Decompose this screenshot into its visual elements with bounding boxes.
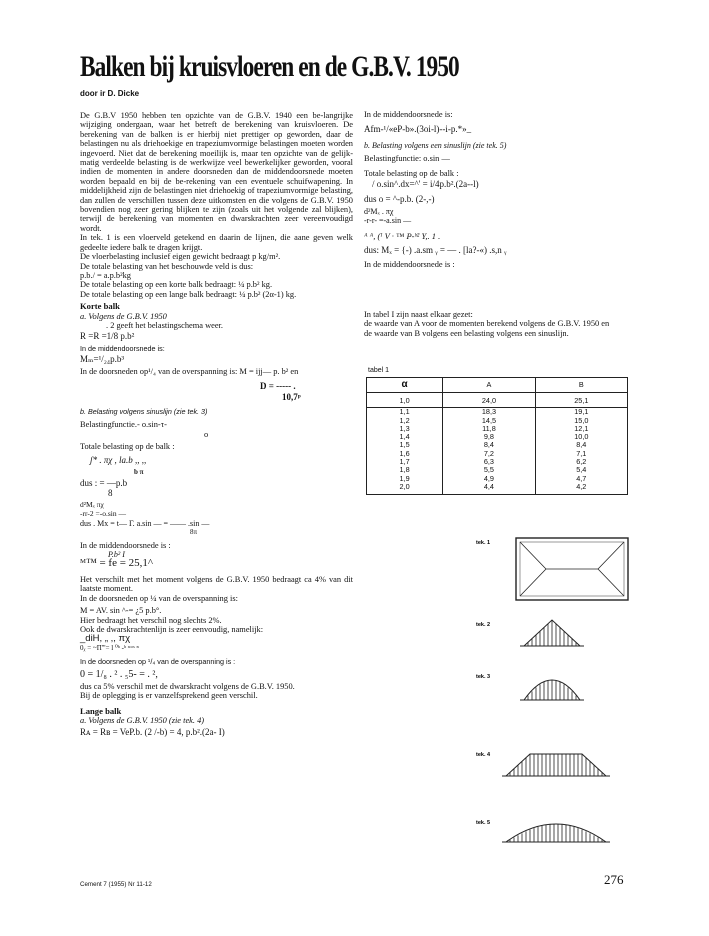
table-cell: 1,5 [367, 441, 443, 449]
paragraph: de waarde van A voor de momenten berekend volgens de G.B.V. 1950 en [364, 319, 610, 329]
paragraph: De totale belasting op een lange balk bedraagt: ¼ p.b² (2α-1) kg. [80, 289, 297, 299]
table-cell: 7,2 [443, 450, 535, 458]
figure-label: tek. 1 [476, 540, 491, 546]
table-cell: 4,4 [443, 483, 535, 495]
equation: ʃ* . πχ , la.b ,, ,, [90, 455, 147, 466]
left-column [80, 111, 353, 739]
equation: / o.sin^.dx=^' = i/4p.b².(2a--l) [372, 179, 479, 190]
table-cell: 12,1 [535, 425, 627, 433]
equation: 0ᵪ = ~Π'''= l ⁰ᵇ -ᵇ ˢᶜᵒˢ ⁿ [80, 643, 139, 652]
table-body [367, 393, 628, 495]
figure-tek-1 [476, 538, 628, 600]
paragraph: p.b./ = a.p.b²kg [80, 270, 131, 280]
table-row [367, 393, 628, 408]
paragraph: M = AV. sin ^-= ¿5 p.b°. [80, 606, 162, 616]
column-header: A [443, 378, 535, 393]
paragraph: Ook de dwarskrachtenlijn is zeer eenvoudig, namelijk: [80, 624, 264, 634]
paragraph: In de middendoorsnede is: [80, 343, 165, 353]
figure-label: tek. 2 [476, 622, 491, 628]
equation: 8 [108, 487, 113, 498]
table-cell: 1,2 [367, 417, 443, 425]
paragraph: In tabel I zijn naast elkaar gezet: [364, 309, 473, 319]
figure-tek-5 [476, 820, 610, 842]
paragraph: Totale belasting op de balk : [364, 168, 459, 178]
table-cell: 18,3 [443, 408, 535, 417]
equation: _diH, „ ,, πχ [80, 633, 131, 645]
equation: dus : = —p.b [80, 478, 128, 489]
section-heading-korte-balk: Korte balk [80, 301, 120, 312]
page-number: 276 [604, 872, 624, 887]
column-header: α [367, 378, 443, 393]
equation: 0 = 1/₈ . ² . ₅5- = . ², [80, 668, 158, 680]
paragraph: De totale belasting van het beschouwde veld is dus: [80, 261, 254, 271]
equation: d²Mₓ . πχ [364, 206, 394, 216]
equation: dus: Mₓ = {-) .a.sm ᵧ = — . [la?-«) .s,n ᵧ [364, 245, 507, 256]
author-line: door ir D. Dicke [80, 89, 140, 98]
paragraph: In de doorsneden op¹/₄ van de overspanning is: M = ijj— p. b² en [80, 366, 299, 376]
equation: d²Mₓ πχ [80, 500, 104, 510]
table-cell: 9,8 [443, 433, 535, 441]
table-cell: 1,7 [367, 458, 443, 466]
equation: dus . Mx = t— Γ. a.sin — = —— .sin — [80, 518, 210, 528]
equation: P.b² I [108, 550, 125, 560]
subsection-label: b. Belasting volgens een sinuslijn (zie tek. 5) [364, 140, 507, 150]
equation: Mₘ=¹/₂₄p.b³ [80, 354, 125, 365]
table-cell: 25,1 [535, 393, 627, 408]
paragraph: De totale belasting op een korte balk bedraagt: ¼ p.b² kg. [80, 280, 273, 290]
table-cell: 14,5 [443, 417, 535, 425]
equation: o [204, 429, 209, 439]
equation: -rr-2 =-o.sin — [80, 509, 126, 519]
intro-paragraph: De G.B.V 1950 hebben ten opzichte van de G.B.V. 1940 een be-langrijke wijziging ondergaan, waar het betreft de berekening van kruisvloeren. De berekening van de balken is er hierbij niet prettiger op geworden, daar de belastingen nu als driehoekige en trapeziumvormige belastingen moeten worden ingevoerd. Niet dat de berekening moeilijk is, maar ten opzichte van de gelijk-matig verdeelde belasting is de werkwijze veel bewerkelijker geworden, vooral indien de momenten in andere doorsneden dan de middendoorsnede moeten worden bepaald en bij de be-rekening van een eventuele schuifwapening. In middelijkheid zijn de belastingen niet driehoekig of trapeziumvormige belasting, dan zullen de verschillen tussen deze uitkomsten en die volgens de G.B.V. 1950 bovendien nog zeer gering blijken te zijn (zoals uit het volgende zal blijken), terwijl de berekening van momenten en dwarskrachten zeer vereenvoudigd wordt. [80, 111, 353, 233]
paragraph: . 2 geeft het belastingschema weer. [106, 320, 223, 330]
paragraph: Totale belasting op de balk : [80, 442, 175, 451]
journal-footer: Cement 7 (1955) Nr 11-12 [80, 881, 152, 888]
table-cell: 10,0 [535, 433, 627, 441]
equation: 10,7ᵖ [282, 392, 301, 403]
figure-label: tek. 4 [476, 752, 491, 758]
paragraph: Belastingfunctie: o.sin — [364, 154, 450, 164]
subsection-label: a. Volgens de G.B.V. 1950 (zie tek. 4) [80, 716, 205, 726]
subsection-label: b. Belasting volgens sinuslijn (zie tek. 3) [80, 406, 208, 416]
table-cell: 5,5 [443, 466, 535, 474]
paragraph: In de middendoorsnede is: [364, 110, 453, 119]
equation: D = ----- . [260, 380, 296, 391]
table-cell: 1,1 [367, 408, 443, 417]
table-cell: 1,6 [367, 450, 443, 458]
equation: ᴬ ᴬ, (ᴵ V · ™ P-ᵇ² Y,. 1 . [364, 230, 441, 241]
table-cell: 1,0 [367, 393, 443, 408]
paragraph: In de doorsneden op ¹/₄ van de overspanning is : [80, 657, 236, 667]
table-row [367, 483, 628, 495]
equation: Afm-¹/«eP-b».(3oi-l)--i-p.*»_ [364, 124, 472, 135]
paragraph: Belastingfunctie.- o.sin-τ- [80, 420, 167, 430]
table-cell: 19,1 [535, 408, 627, 417]
figure-label: tek. 5 [476, 820, 491, 826]
table-cell: 2,0 [367, 483, 443, 495]
table-cell: 11,8 [443, 425, 535, 433]
figure-panel [464, 530, 644, 850]
table-cell: 4,7 [535, 475, 627, 483]
figure-tek-2 [476, 620, 584, 646]
table-cell: 1,8 [367, 466, 443, 474]
paragraph: dus ca 5% verschil met de dwarskracht volgens de G.B.V. 1950. [80, 681, 295, 691]
table-cell: 1,9 [367, 475, 443, 483]
table-cell: 15,0 [535, 417, 627, 425]
article-title: Balken bij kruisvloeren en de G.B.V. 1950 [80, 50, 459, 83]
table-cell: 8,4 [443, 441, 535, 449]
table-cell: 1,3 [367, 425, 443, 433]
paragraph: In de doorsneden op ¼ van de overspanning is: [80, 593, 238, 603]
equation: R =R =1/8 p.b² [80, 331, 135, 342]
data-table [366, 377, 628, 495]
paragraph: de waarde van B volgens een belasting volgens een sinuslijn. [364, 328, 569, 338]
table-cell: 4,2 [535, 483, 627, 495]
paragraph: Hier bedraagt het verschil nog slechts 2%. [80, 615, 222, 625]
table-cell: 6,2 [535, 458, 627, 466]
table-cell: 7,1 [535, 450, 627, 458]
figure-label: tek. 3 [476, 674, 491, 680]
table-cell: 8,4 [535, 441, 627, 449]
equation: Rᴀ = Rʙ = VeP.b. (2 /-b) = 4, p.b².(2a- I) [80, 726, 225, 737]
right-column [364, 110, 634, 338]
paragraph: In de middendoorsnede is : [364, 260, 455, 270]
figure-tek-4 [476, 752, 610, 776]
table-cell: 4,9 [443, 475, 535, 483]
section-heading-lange-balk: Lange balk [80, 705, 122, 716]
equation: b π [134, 467, 144, 476]
table-cell: 24,0 [443, 393, 535, 408]
paragraph: De vloerbelasting inclusief eigen gewicht bedraagt p kg/m². [80, 252, 281, 262]
column-header: B [535, 378, 627, 393]
table-cell: 6,3 [443, 458, 535, 466]
paragraph: Bij de oplegging is er vanzelfsprekend geen verschil. [80, 691, 258, 701]
table-cell: 5,4 [535, 466, 627, 474]
equation: 8π [190, 528, 198, 537]
table-caption: tabel 1 [368, 367, 390, 374]
paragraph: In tek. 1 is een vloerveld getekend en daarin de lijnen, die aane geven welk gedeelte iedere balk te dragen krijgt. [80, 233, 353, 252]
paragraph: Het verschilt met het moment volgens de G.B.V. 1950 bedraagt ca 4% van dit laatste moment. [80, 574, 353, 594]
equation: -r-r- =-a.sin — [364, 216, 412, 226]
figure-tek-3 [476, 674, 584, 700]
subsection-label: a. Volgens de G.B.V. 1950 [80, 311, 167, 321]
equation: dus o = ^-p.b. (2-,-) [364, 194, 435, 205]
equation: ᴹ™ = fe = 25,1^ [80, 557, 154, 570]
paragraph: In de middendoorsnede is : [80, 540, 171, 550]
table-cell: 1,4 [367, 433, 443, 441]
